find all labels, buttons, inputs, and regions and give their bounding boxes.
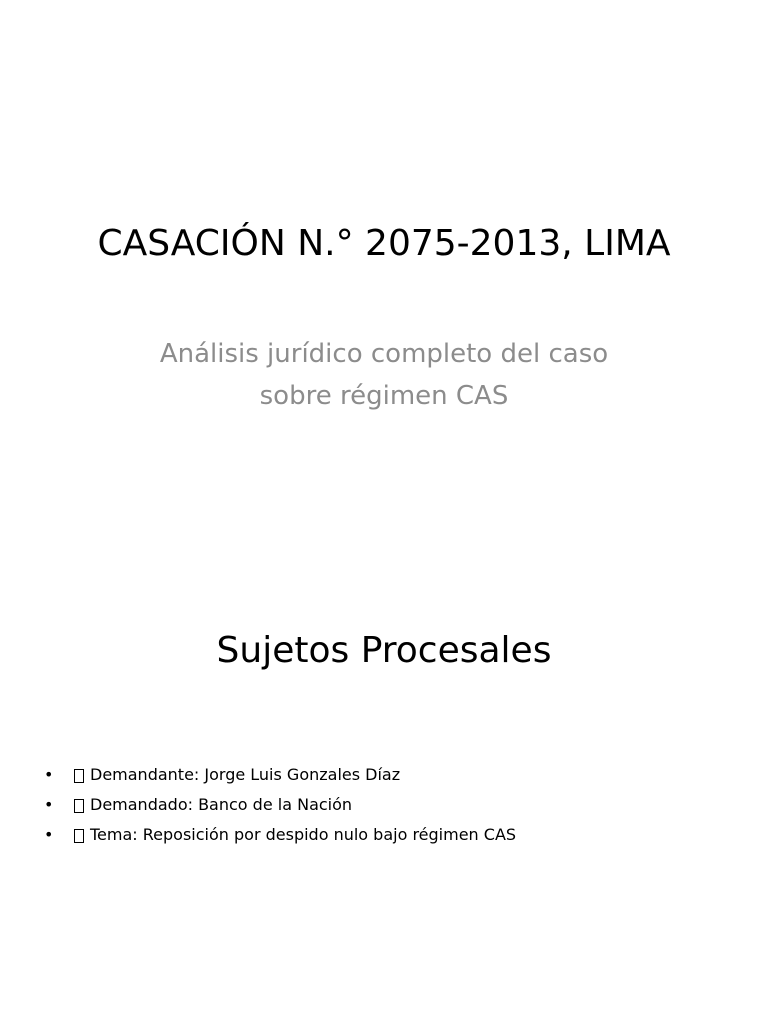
list-item bbox=[44, 790, 516, 820]
list-item bbox=[44, 820, 516, 850]
section-heading: Sujetos Procesales bbox=[216, 630, 552, 671]
missing-glyph-icon bbox=[74, 829, 84, 843]
bullet-dot: • bbox=[44, 825, 54, 844]
list-item-text: Demandado: Banco de la Nación bbox=[90, 795, 353, 814]
page-title: CASACIÓN N.° 2075-2013, LIMA bbox=[97, 223, 671, 264]
list-item bbox=[44, 760, 516, 790]
bullet-dot: • bbox=[44, 765, 54, 784]
procedural-parties-list bbox=[44, 760, 516, 850]
missing-glyph-icon bbox=[74, 769, 84, 783]
list-item-text: Demandante: Jorge Luis Gonzales Díaz bbox=[90, 765, 401, 784]
missing-glyph-icon bbox=[74, 799, 84, 813]
list-item-text: Tema: Reposición por despido nulo bajo régimen CAS bbox=[90, 825, 517, 844]
page-subtitle: Análisis jurídico completo del caso sobre régimen CAS bbox=[159, 339, 609, 411]
bullet-dot: • bbox=[44, 795, 54, 814]
